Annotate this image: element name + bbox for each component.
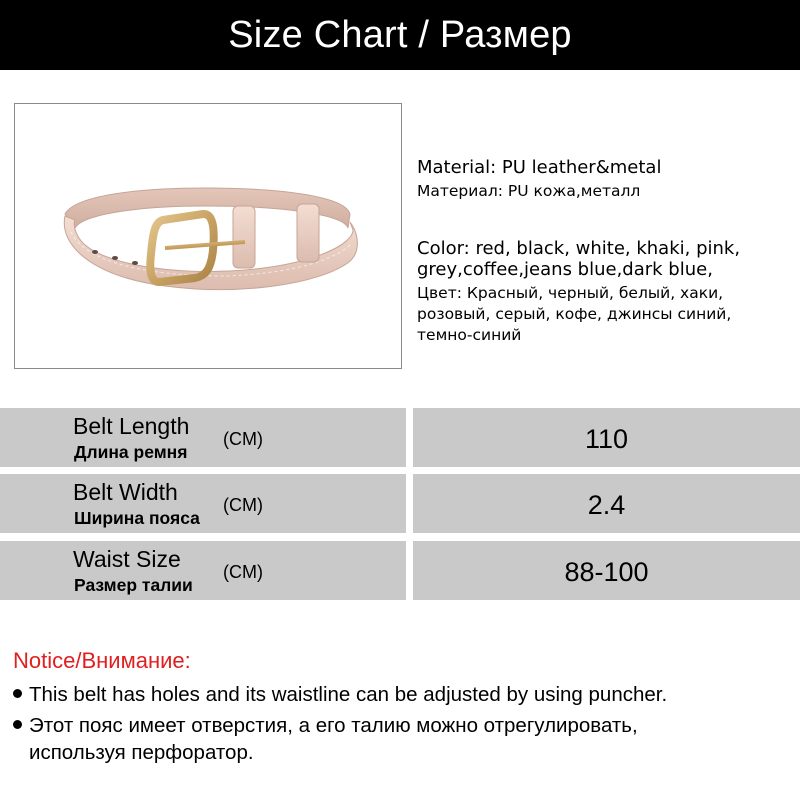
row-label-en: Belt Length <box>73 413 190 439</box>
table-label-cell <box>0 474 406 533</box>
row-label-ru: Длина ремня <box>74 442 188 462</box>
bullet-icon <box>13 689 22 698</box>
notice-title: Notice/Внимание: <box>13 648 191 673</box>
material-en: Material: PU leather&metal <box>417 157 662 178</box>
table-row-belt-width <box>0 474 800 533</box>
color-en-line-2: grey,coffee,jeans blue,dark blue, <box>417 259 713 280</box>
material-ru: Материал: PU кожа,металл <box>417 182 641 200</box>
bullet-icon <box>13 720 22 729</box>
row-unit: (CM) <box>223 495 263 515</box>
table-label-cell <box>0 408 406 467</box>
color-en-line-1: Color: red, black, white, khaki, pink, <box>417 238 741 259</box>
notice-item-ru <box>13 713 638 739</box>
row-label-ru: Ширина пояса <box>74 508 200 528</box>
row-label-en: Belt Width <box>73 479 178 505</box>
row-value: 88-100 <box>413 541 800 600</box>
row-value: 110 <box>413 408 800 467</box>
pink-belt-photo <box>15 104 401 368</box>
table-row-belt-length <box>0 408 800 467</box>
notice-text-en: This belt has holes and its waistline can be adjusted by using puncher. <box>29 683 668 706</box>
notice-text-ru-2: используя перфоратор. <box>29 741 254 764</box>
row-unit: (CM) <box>223 562 263 582</box>
table-label-cell <box>0 541 406 600</box>
notice-text-ru-1: Этот пояс имеет отверстия, а его талию можно отрегулировать, <box>29 714 638 737</box>
notice-item-en <box>13 682 667 708</box>
product-photo <box>14 103 402 369</box>
color-ru-line-3: темно-синий <box>417 326 522 344</box>
row-value: 2.4 <box>413 474 800 533</box>
color-ru-line-2: розовый, серый, кофе, джинсы синий, <box>417 305 732 323</box>
table-row-waist-size <box>0 541 800 600</box>
notice-item-ru-continued <box>29 740 254 766</box>
row-label-en: Waist Size <box>73 546 181 572</box>
row-label-ru: Размер талии <box>74 575 193 595</box>
page-title: Size Chart / Размер <box>228 13 572 56</box>
color-ru-line-1: Цвет: Красный, черный, белый, хаки, <box>417 284 724 302</box>
row-unit: (CM) <box>223 429 263 449</box>
page-title-bar <box>0 0 800 70</box>
